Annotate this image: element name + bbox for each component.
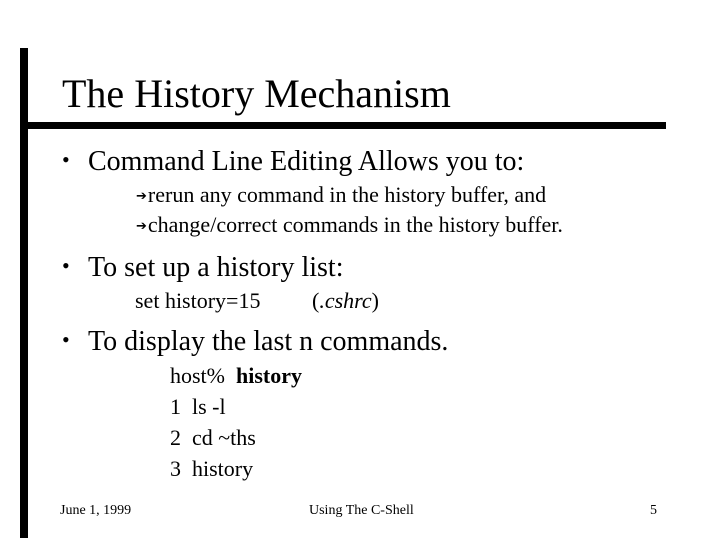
arrow-right-icon: ➔ bbox=[136, 219, 147, 234]
title-underline-rule bbox=[20, 122, 666, 129]
footer-title: Using The C-Shell bbox=[309, 503, 414, 518]
bullet-dot-icon: • bbox=[62, 253, 70, 278]
cshrc-filename: .cshrc bbox=[319, 288, 372, 313]
terminal-prompt-line bbox=[170, 362, 302, 390]
sub-item-text: rerun any command in the history buffer, and bbox=[147, 182, 547, 207]
arrow-right-icon: ➔ bbox=[136, 189, 147, 204]
bullet-dot-icon: • bbox=[62, 147, 70, 172]
terminal-output-line: 2 cd ~ths bbox=[170, 425, 256, 450]
sub-item-text: change/correct commands in the history buffer. bbox=[147, 212, 563, 237]
cshrc-file-note bbox=[312, 287, 379, 315]
page-number: 5 bbox=[650, 503, 657, 518]
footer-date: June 1, 1999 bbox=[60, 503, 132, 518]
sub-item-change bbox=[136, 211, 563, 241]
slide-title: The History Mechanism bbox=[62, 71, 451, 116]
set-history-command: set history=15 bbox=[135, 288, 261, 313]
history-command: history bbox=[236, 363, 302, 388]
bullet-command-line-editing bbox=[62, 143, 524, 179]
terminal-output-line: 1 ls -l bbox=[170, 394, 226, 419]
sub-item-rerun bbox=[136, 181, 546, 211]
bullet-text: Command Line Editing Allows you to: bbox=[88, 146, 525, 177]
shell-prompt: host% bbox=[170, 363, 225, 388]
bullet-display-last-commands bbox=[62, 323, 448, 359]
terminal-output-line: 3 history bbox=[170, 456, 254, 481]
paren-open: ( bbox=[312, 288, 320, 313]
bullet-text: To set up a history list: bbox=[88, 252, 344, 283]
bullet-text: To display the last n commands. bbox=[88, 326, 449, 357]
bullet-dot-icon: • bbox=[62, 327, 70, 352]
bullet-set-up-history bbox=[62, 249, 343, 285]
paren-close: ) bbox=[371, 288, 379, 313]
